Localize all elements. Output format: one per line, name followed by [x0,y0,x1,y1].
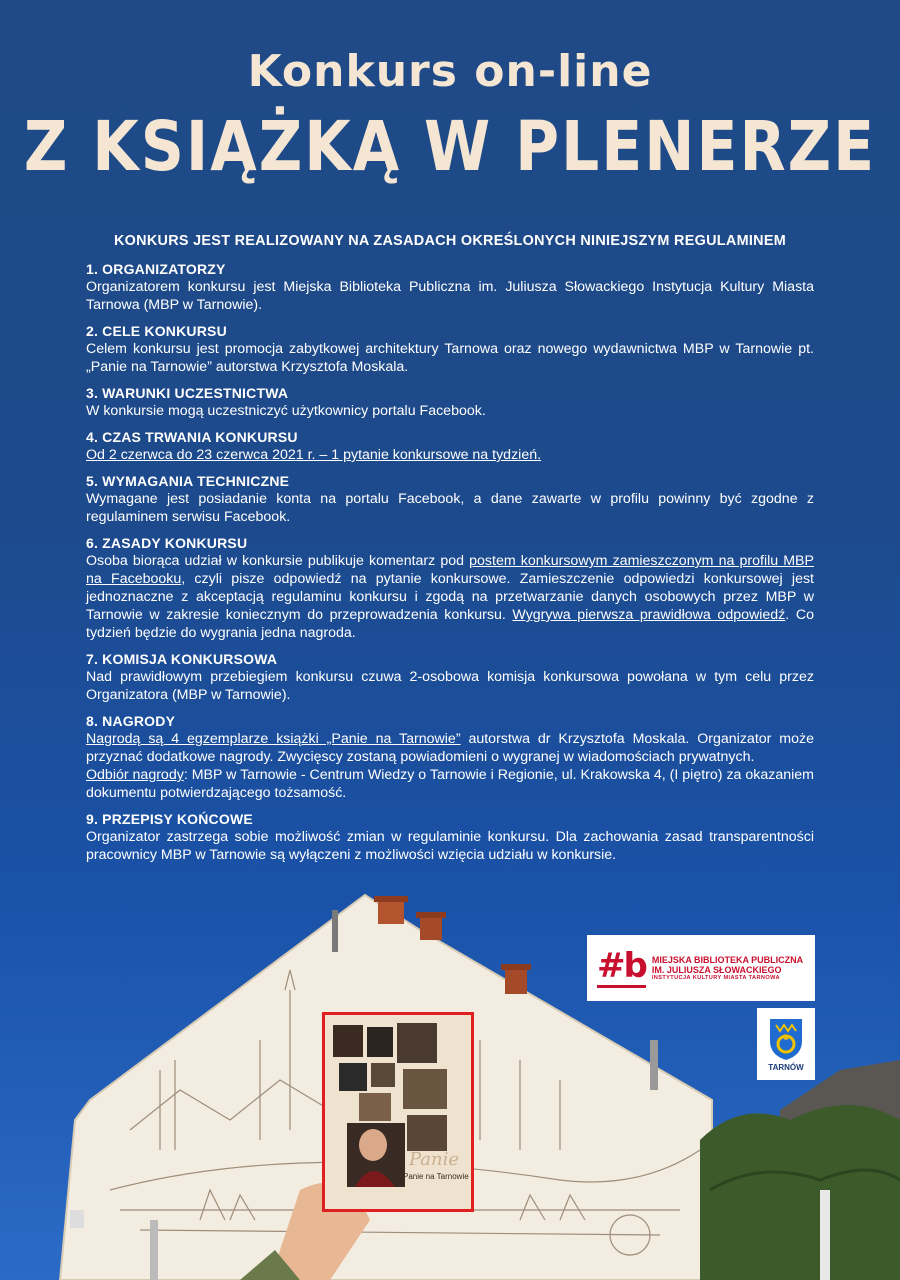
tarnow-name: TARNÓW [768,1062,804,1072]
title-line-2: Z KSIĄŻKĄ W PLENERZE [23,106,877,188]
section-text: Nad prawidłowym przebiegiem konkursu czuwa 2-osobowa komisja konkursowa powołana w tym celu przez Organizatora (MBP w Tarnowie). [86,669,814,703]
book-cover [322,1012,474,1212]
prizes-text-1: autorstwa dr Krzysztofa Moskala. Organizator może przyznać dodatkowe nagrody. Zwycięscy zostaną powiadomieni o wygranej w wiadomościach prywatnych. [86,731,814,765]
section-rules [86,534,814,642]
section-text: Celem konkursu jest promocja zabytkowej architektury Tarnowa oraz nowego wydawnictwa MBP w Tarnowie pt. „Panie na Tarnowie” autorstwa Krzysztofa Moskala. [86,341,814,375]
duration-text: Od 2 czerwca do 23 czerwca 2021 r. – 1 pytanie konkursowe na tydzień. [86,447,542,463]
svg-text:Panie na Tarnowie: Panie na Tarnowie [403,1172,469,1181]
section-text: Organizatorem konkursu jest Miejska Biblioteka Publiczna im. Juliusza Słowackiego Instytucja Kultury Miasta Tarnowa (MBP w Tarnowie). [86,279,814,313]
mbp-name-line1: MIEJSKA BIBLIOTEKA PUBLICZNA [651,954,804,965]
section-committee [86,650,814,704]
prize-description: Nagrodą są 4 egzemplarze książki „Panie na Tarnowie” [86,731,461,747]
mbp-name-line3: INSTYTUCJA KULTURY MIASTA TARNOWA [651,974,780,981]
section-heading: 5. WYMAGANIA TECHNICZNE [86,473,290,489]
section-heading: 7. KOMISJA KONKURSOWA [86,651,278,667]
section-heading: 4. CZAS TRWANIA KONKURSU [86,429,298,445]
section-goals [86,322,814,376]
mbp-mark: #b [597,945,646,986]
section-heading: 1. ORGANIZATORZY [86,261,226,277]
prize-pickup: Odbiór nagrody [86,767,184,783]
rules-text-3: . Co tydzień będzie do wygrania jedna nagroda. [86,607,814,641]
section-participation [86,384,814,420]
prizes-text-2: : MBP w Tarnowie - Centrum Wiedzy o Tarnowie i Regionie, ul. Krakowska 4, (I piętro) za okazaniem dokumentu potwierdzającego tożsamość. [86,767,814,801]
section-heading: 3. WARUNKI UCZESTNICTWA [86,385,289,401]
section-prizes [86,712,814,802]
section-text [86,730,814,802]
section-heading: 8. NAGRODY [86,713,176,729]
first-answer-wins: Wygrywa pierwsza prawidłowa odpowiedź [512,607,786,623]
section-final [86,810,814,864]
title-line-1: Konkurs on-line [247,46,653,97]
section-text: W konkursie mogą uczestniczyć użytkownicy portalu Facebook. [86,403,486,419]
mbp-library-logo [587,935,815,1001]
section-text: Organizator zastrzega sobie możliwość zmian w regulaminie konkursu. Dla zachowania zasad transparentności pracownicy MBP w Tarnowie są wyłączeni z możliwości wzięcia udziału w konkursie. [86,829,814,863]
section-text: Wymagane jest posiadanie konta na portalu Facebook, a dane zawarte w profilu powinny być zgodne z regulaminem serwisu Facebook. [86,491,814,525]
regulations [86,232,814,872]
regulations-intro: KONKURS JEST REALIZOWANY NA ZASADACH OKREŚLONYCH NINIEJSZYM REGULAMINEM [113,233,787,249]
rules-text-1: Osoba biorąca udział w konkursie publikuje komentarz pod [86,553,470,569]
mbp-name-line2: IM. JULIUSZA SŁOWACKIEGO [651,964,782,975]
section-technical [86,472,814,526]
section-heading: 9. PRZEPISY KOŃCOWE [86,811,253,827]
facebook-post-link[interactable]: postem konkursowym zamieszczonym na profilu MBP na Facebooku [86,553,814,587]
tarnow-crest-icon [768,1017,804,1061]
section-organizers [86,260,814,314]
section-duration [86,428,814,464]
section-heading: 2. CELE KONKURSU [86,323,227,339]
section-heading: 6. ZASADY KONKURSU [86,535,248,551]
tarnow-city-logo [757,1008,815,1080]
section-text [86,552,814,642]
svg-text:Panie: Panie [409,1149,460,1170]
rules-text-2: , czyli pisze odpowiedź na pytanie konkursowe. Zamieszczenie odpowiedzi konkursowej jest jednoznaczne z akceptacją regulaminu konkursu i zgodą na przetwarzanie danych osobowych przez MBP w Tarnowie w zakresie koniecznym do przeprowadzenia konkursu. [86,571,814,623]
